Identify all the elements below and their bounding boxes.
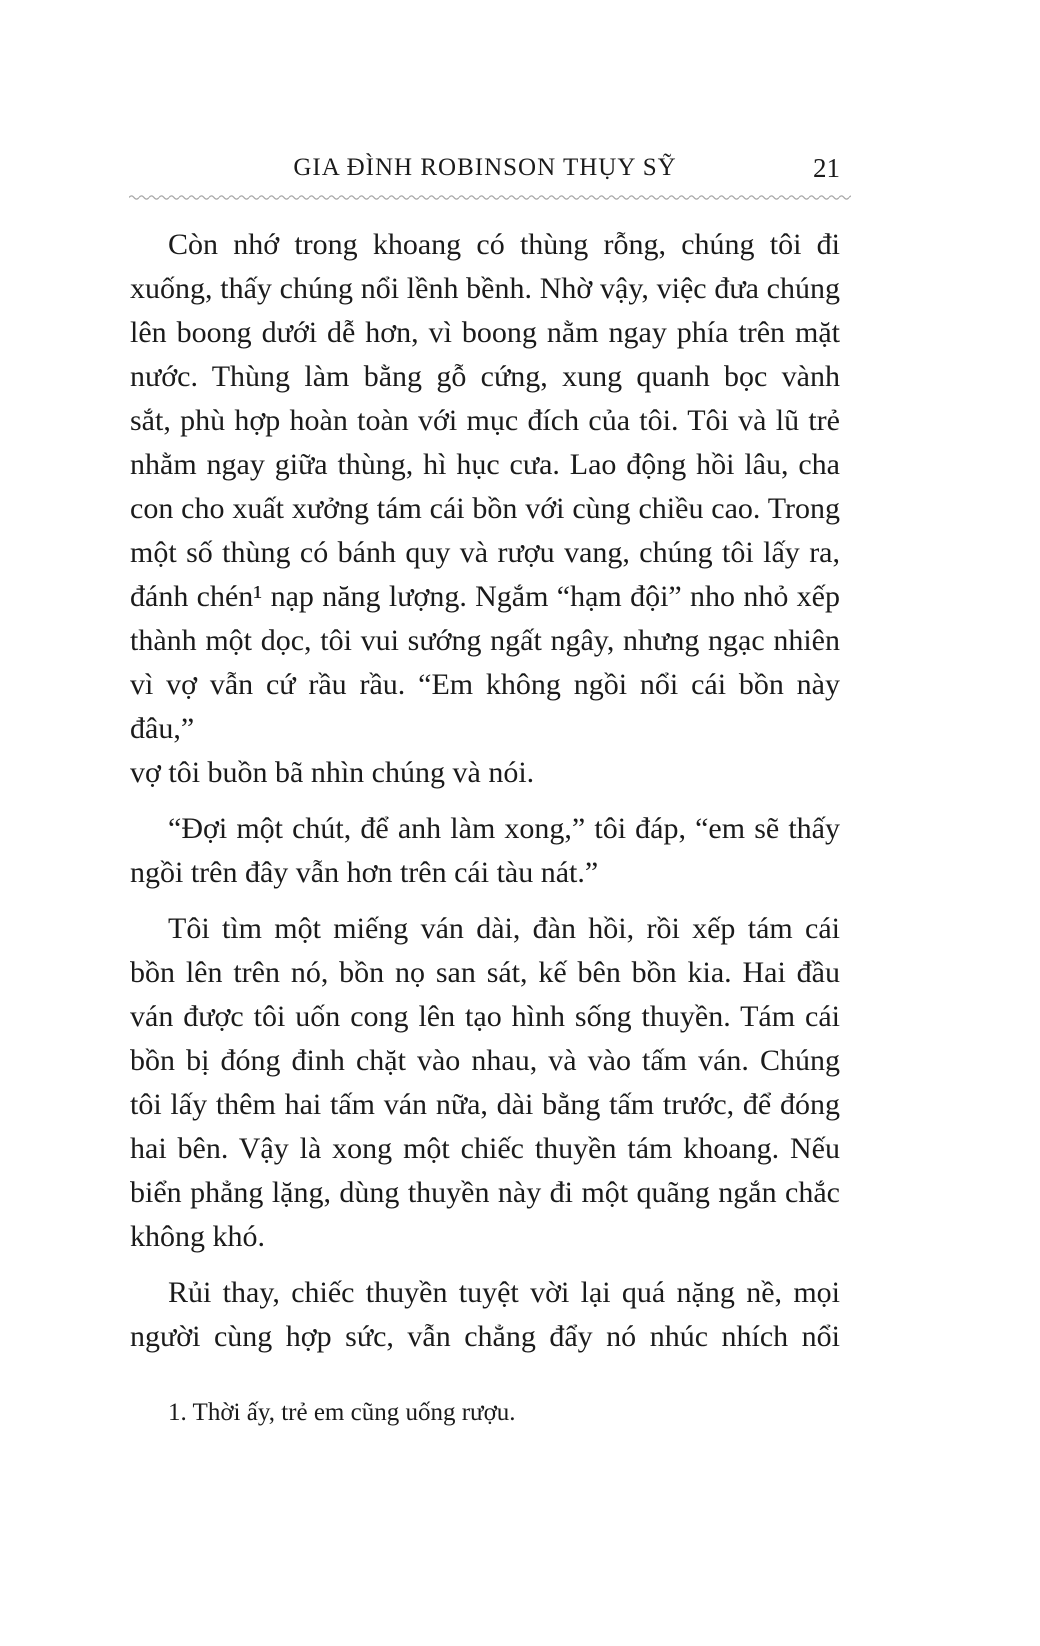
text-line: Tôi tìm một miếng ván dài, đàn hồi, rồi xếp tám cái (168, 912, 840, 945)
body-text (130, 223, 840, 1359)
text-line: thành một dọc, tôi vui sướng ngất ngây, nhưng ngạc nhiên (130, 624, 840, 657)
text-line: Rủi thay, chiếc thuyền tuyệt vời lại quá nặng nề, mọi (168, 1276, 840, 1309)
paragraph (130, 807, 840, 895)
text-line: sắt, phù hợp hoàn toàn với mục đích của tôi. Tôi và lũ trẻ (130, 404, 840, 437)
text-line: xuống, thấy chúng nổi lềnh bềnh. Nhờ vậy, việc đưa chúng (130, 272, 840, 305)
paragraph (130, 1271, 840, 1359)
text-line: vì vợ vẫn cứ rầu rầu. “Em không ngồi nổi cái bồn này đâu,” (130, 668, 840, 745)
text-line: hai bên. Vậy là xong một chiếc thuyền tám khoang. Nếu (130, 1132, 840, 1165)
text-line: biển phẳng lặng, dùng thuyền này đi một quãng ngắn chắc (130, 1176, 840, 1209)
paragraph (130, 907, 840, 1259)
text-line: một số thùng có bánh quy và rượu vang, chúng tôi lấy ra, (130, 536, 840, 569)
text-line: đánh chén¹ nạp năng lượng. Ngắm “hạm đội” nho nhỏ xếp (130, 580, 840, 613)
footnote: 1. Thời ấy, trẻ em cũng uống rượu. (168, 1399, 516, 1426)
page-header (130, 150, 840, 186)
text-line: Còn nhớ trong khoang có thùng rỗng, chúng tôi đi (168, 228, 840, 261)
text-line: người cùng hợp sức, vẫn chẳng đẩy nó nhúc nhích nổi (130, 1320, 840, 1353)
text-line: con cho xuất xưởng tám cái bồn với cùng chiều cao. Trong (130, 492, 840, 525)
text-line: tôi lấy thêm hai tấm ván nữa, dài bằng tấm trước, để đóng (130, 1088, 840, 1121)
text-line: vợ tôi buồn bã nhìn chúng và nói. (130, 756, 535, 789)
running-header-title: GIA ĐÌNH ROBINSON THỤY SỸ (293, 154, 677, 181)
text-line: bồn lên trên nó, bồn nọ san sát, kế bên bồn kia. Hai đầu (130, 956, 840, 989)
text-line: nhằm ngay giữa thùng, hì hục cưa. Lao động hồi lâu, cha (130, 448, 840, 481)
page-number: 21 (813, 153, 840, 183)
text-line: “Đợi một chút, để anh làm xong,” tôi đáp, “em sẽ thấy (168, 812, 840, 845)
text-line: lên boong dưới dễ hơn, vì boong nằm ngay phía trên mặt (130, 316, 840, 349)
paragraph (130, 223, 840, 795)
text-line: nước. Thùng làm bằng gỗ cứng, xung quanh bọc vành (130, 360, 840, 393)
text-line: không khó. (130, 1220, 265, 1253)
text-line: bồn bị đóng đinh chặt vào nhau, và vào tấm ván. Chúng (130, 1044, 840, 1077)
text-line: ngồi trên đây vẫn hơn trên cái tàu nát.” (130, 856, 599, 889)
text-line: ván được tôi uốn cong lên tạo hình sống thuyền. Tám cái (130, 1000, 840, 1033)
wavy-divider-line (129, 193, 851, 201)
